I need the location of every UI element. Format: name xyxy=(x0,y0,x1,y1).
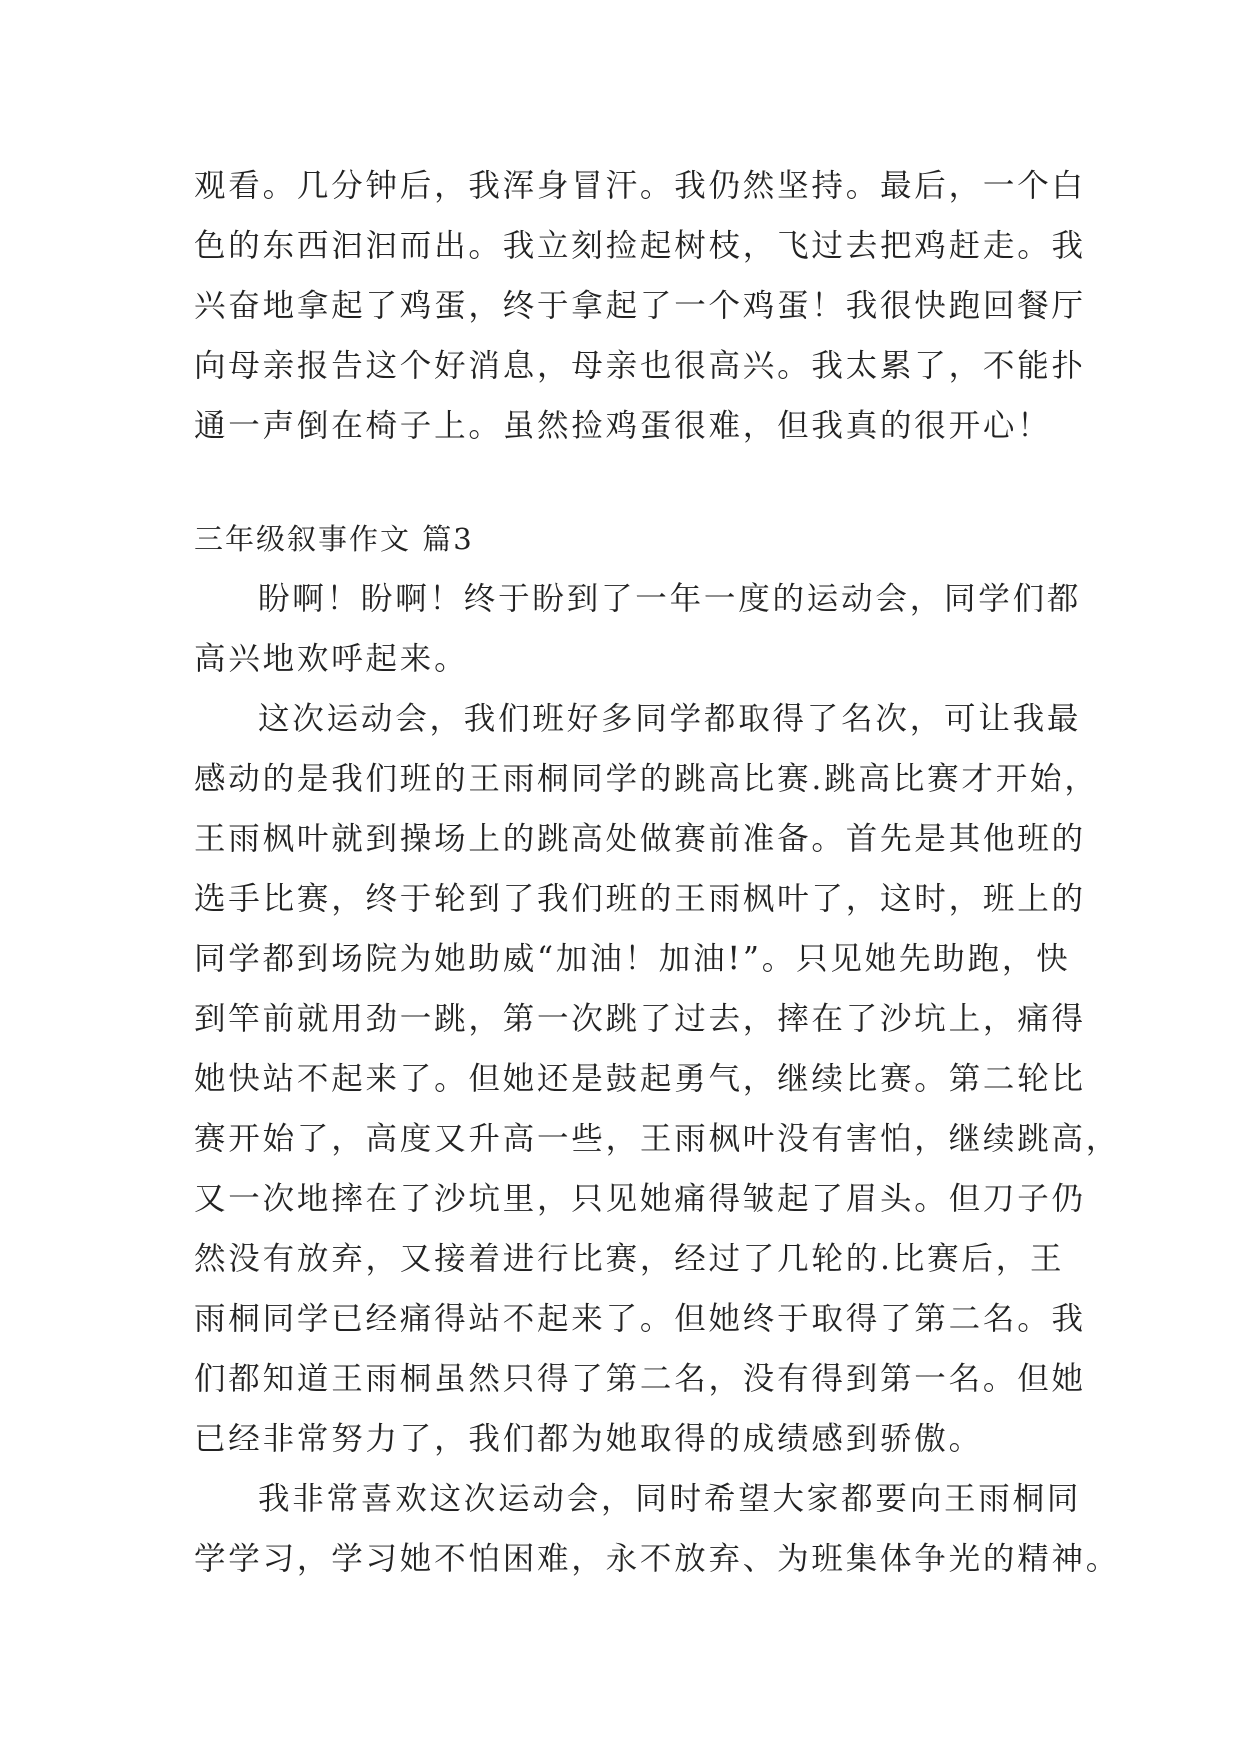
text-line: 高兴地欢呼起来。 xyxy=(194,641,469,677)
text-line: 这次运动会，我们班好多同学都取得了名次，可让我最 xyxy=(258,701,1082,737)
text-line: 盼啊！盼啊！终于盼到了一年一度的运动会，同学们都 xyxy=(258,581,1082,617)
text-line: 色的东西汩汩而出。我立刻捡起树枝，飞过去把鸡赶走。我 xyxy=(194,228,1086,264)
text-line: 观看。几分钟后，我浑身冒汗。我仍然坚持。最后，一个白 xyxy=(194,168,1086,204)
text-line: 向母亲报告这个好消息，母亲也很高兴。我太累了，不能扑 xyxy=(194,348,1086,384)
section-title: 三年级叙事作文 篇3 xyxy=(194,522,474,556)
text-line: 通一声倒在椅子上。虽然捡鸡蛋很难，但我真的很开心！ xyxy=(194,408,1052,444)
text-line: 又一次地摔在了沙坑里，只见她痛得皱起了眉头。但刀子仍 xyxy=(194,1181,1086,1217)
text-line: 已经非常努力了，我们都为她取得的成绩感到骄傲。 xyxy=(194,1421,983,1457)
text-line: 赛开始了，高度又升高一些，王雨枫叶没有害怕，继续跳高， xyxy=(194,1121,1121,1157)
text-line: 同学都到场院为她助威“加油！加油!”。只见她先助跑，快 xyxy=(194,941,1071,977)
text-line: 们都知道王雨桐虽然只得了第二名，没有得到第一名。但她 xyxy=(194,1361,1086,1397)
text-line: 兴奋地拿起了鸡蛋，终于拿起了一个鸡蛋！我很快跑回餐厅 xyxy=(194,288,1086,324)
text-line: 感动的是我们班的王雨桐同学的跳高比赛.跳高比赛才开始， xyxy=(194,761,1099,797)
text-line: 雨桐同学已经痛得站不起来了。但她终于取得了第二名。我 xyxy=(194,1301,1086,1337)
text-line: 王雨枫叶就到操场上的跳高处做赛前准备。首先是其他班的 xyxy=(194,821,1086,857)
text-line: 然没有放弃，又接着进行比赛，经过了几轮的.比赛后，王 xyxy=(194,1241,1065,1277)
text-line: 选手比赛，终于轮到了我们班的王雨枫叶了，这时，班上的 xyxy=(194,881,1086,917)
text-line: 学学习，学习她不怕困难，永不放弃、为班集体争光的精神。 xyxy=(194,1541,1121,1577)
text-line: 到竿前就用劲一跳，第一次跳了过去，摔在了沙坑上，痛得 xyxy=(194,1001,1086,1037)
text-line: 她快站不起来了。但她还是鼓起勇气，继续比赛。第二轮比 xyxy=(194,1061,1086,1097)
text-line: 我非常喜欢这次运动会，同时希望大家都要向王雨桐同 xyxy=(258,1481,1082,1517)
